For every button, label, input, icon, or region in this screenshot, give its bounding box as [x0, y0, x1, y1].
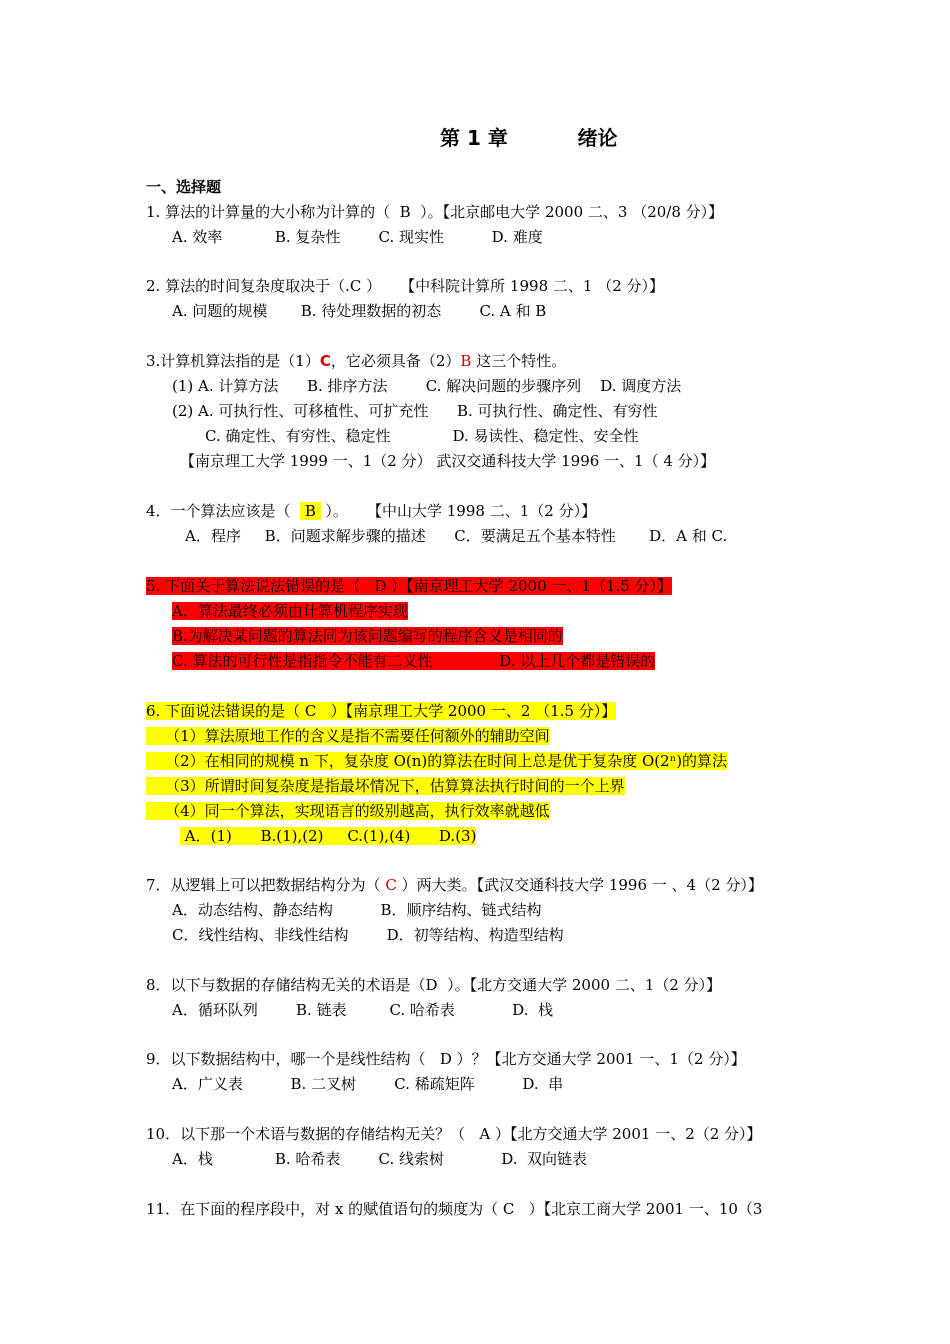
- section-heading: 一、选择题: [146, 178, 222, 196]
- line-q4-opts: [185, 526, 727, 546]
- line-q2: [146, 276, 664, 296]
- line-q5-b-text: B.为解决某问题的算法同为该问题编写的程序含义是相同的: [172, 627, 563, 645]
- line-q6-text: 6. 下面说法错误的是（ C ）【南京理工大学 2000 一、2 （1.5 分）】: [146, 702, 617, 720]
- line-q2-text: 2. 算法的时间复杂度取决于（.C ） 【中科院计算所 1998 二、1 （2 分）】: [146, 277, 665, 295]
- line-q6: [146, 701, 616, 721]
- line-q3-text: 3.计算机算法指的是（1）: [146, 352, 320, 370]
- line-q2-opts-text: A. 问题的规模 B. 待处理数据的初态 C. A 和 B: [172, 302, 547, 320]
- line-q3-l2: [172, 401, 658, 421]
- line-q3-text: B: [460, 352, 472, 370]
- line-q6-4: [146, 801, 550, 821]
- line-q3-l3-text: C. 确定性、有穷性、稳定性 D. 易读性、稳定性、安全性: [205, 427, 639, 445]
- line-q6-opts: [180, 826, 476, 846]
- line-q7-text: 7．从逻辑上可以把数据结构分为（: [146, 876, 386, 894]
- line-q7-l2: [172, 925, 564, 945]
- line-q10: [146, 1124, 762, 1144]
- line-q6-3: [146, 776, 625, 796]
- line-q6-opts-text: A．(1) B.(1),(2) C.(1),(4) D.(3): [180, 827, 477, 845]
- line-q6-3-text: （3）所谓时间复杂度是指最坏情况下，估算算法执行时间的一个上界: [146, 777, 625, 795]
- line-q7-text: ）两大类。【武汉交通科技大学 1996 一 、4（2 分）】: [396, 876, 763, 894]
- line-q8-text: 8．以下与数据的存储结构无关的术语是（D ）。【北方交通大学 2000 二、1（2 分）】: [146, 976, 722, 994]
- line-q5-a-text: A．算法最终必须由计算机程序实现: [172, 602, 408, 620]
- line-q3-text: C: [319, 352, 331, 370]
- line-q7-l1-text: A．动态结构、静态结构 B．顺序结构、链式结构: [172, 901, 542, 919]
- line-q10-opts-text: A．栈 B. 哈希表 C. 线索树 D. 双向链表: [172, 1150, 588, 1168]
- line-q3-l1-text: (1) A. 计算方法 B. 排序方法 C. 解决问题的步骤序列 D. 调度方法: [172, 377, 682, 395]
- line-q11: [146, 1199, 762, 1219]
- line-q9-text: 9．以下数据结构中，哪一个是线性结构（ D ）？【北方交通大学 2001 一、1（2 分）】: [146, 1050, 746, 1068]
- line-q1-opts: [172, 227, 543, 247]
- line-q3-src-text: 【南京理工大学 1999 一、1（2 分） 武汉交通科技大学 1996 一、1（ 4 分）】: [180, 452, 716, 470]
- line-q7: [146, 875, 763, 895]
- line-q3-l3: [205, 426, 639, 446]
- line-q1: [146, 202, 723, 222]
- line-q8-opts-text: A．循环队列 B. 链表 C. 哈希表 D. 栈: [172, 1001, 553, 1019]
- line-q10-text: 10．以下那一个术语与数据的存储结构无关？（ A ）【北方交通大学 2001 一、2（2 分）】: [146, 1125, 762, 1143]
- line-q7-l1: [172, 900, 542, 920]
- line-q5-c: [172, 651, 655, 671]
- line-q7-l2-text: C．线性结构、非线性结构 D．初等结构、构造型结构: [172, 926, 564, 944]
- line-q3-l2-text: (2) A. 可执行性、可移植性、可扩充性 B. 可执行性、确定性、有穷性: [172, 402, 658, 420]
- line-q5-b: [172, 626, 563, 646]
- line-q4-text: 4．一个算法应该是（: [146, 502, 301, 520]
- line-q9: [146, 1049, 746, 1069]
- line-q6-4-text: （4）同一个算法，实现语言的级别越高，执行效率就越低: [146, 802, 550, 820]
- line-q3: [146, 351, 566, 371]
- line-q7-text: C: [385, 876, 397, 894]
- line-q5-text: 5. 下面关于算法说法错误的是（ D ）【南京理工大学 2000 一、1（1.5 分）】: [146, 577, 673, 595]
- line-q3-text: ，它必须具备（2）: [330, 352, 461, 370]
- line-q5-c-text: C. 算法的可行性是指指令不能有二义性 D. 以上几个都是错误的: [172, 652, 656, 670]
- line-q8-opts: [172, 1000, 553, 1020]
- line-q9-opts-text: A．广义表 B. 二叉树 C. 稀疏矩阵 D. 串: [172, 1075, 564, 1093]
- line-q1-opts-text: A. 效率 B. 复杂性 C. 现实性 D. 难度: [172, 228, 543, 246]
- line-q8: [146, 975, 721, 995]
- line-q5-a: [172, 601, 408, 621]
- line-q4-text: ）。 【中山大学 1998 二、1（2 分）】: [320, 502, 597, 520]
- line-q9-opts: [172, 1074, 563, 1094]
- line-q2-opts: [172, 301, 546, 321]
- chapter-title: 第 1 章 绪论: [440, 126, 618, 150]
- line-q11-text: 11．在下面的程序段中，对 x 的赋值语句的频度为（ C ）【北京工商大学 2001 一、10（3: [146, 1200, 763, 1218]
- line-q6-1: [146, 726, 550, 746]
- line-q3-l1: [172, 376, 681, 396]
- line-q4-opts-text: A．程序 B．问题求解步骤的描述 C．要满足五个基本特性 D．A 和 C.: [185, 527, 728, 545]
- line-q4-text: B: [300, 502, 321, 520]
- line-q4: [146, 501, 596, 521]
- line-q1-text: 1. 算法的计算量的大小称为计算的（ B ）。【北京邮电大学 2000 二、3 （20/8 分）】: [146, 203, 724, 221]
- line-q10-opts: [172, 1149, 587, 1169]
- line-q3-src: [180, 451, 715, 471]
- line-q6-1-text: （1）算法原地工作的含义是指不需要任何额外的辅助空间: [146, 727, 550, 745]
- line-q5: [146, 576, 672, 596]
- line-q6-2-text: （2）在相同的规模 n 下，复杂度 O(n)的算法在时间上总是优于复杂度 O(2ⁿ)的算法: [146, 752, 728, 770]
- line-q6-2: [146, 751, 727, 771]
- line-q3-text: 这三个特性。: [471, 352, 567, 370]
